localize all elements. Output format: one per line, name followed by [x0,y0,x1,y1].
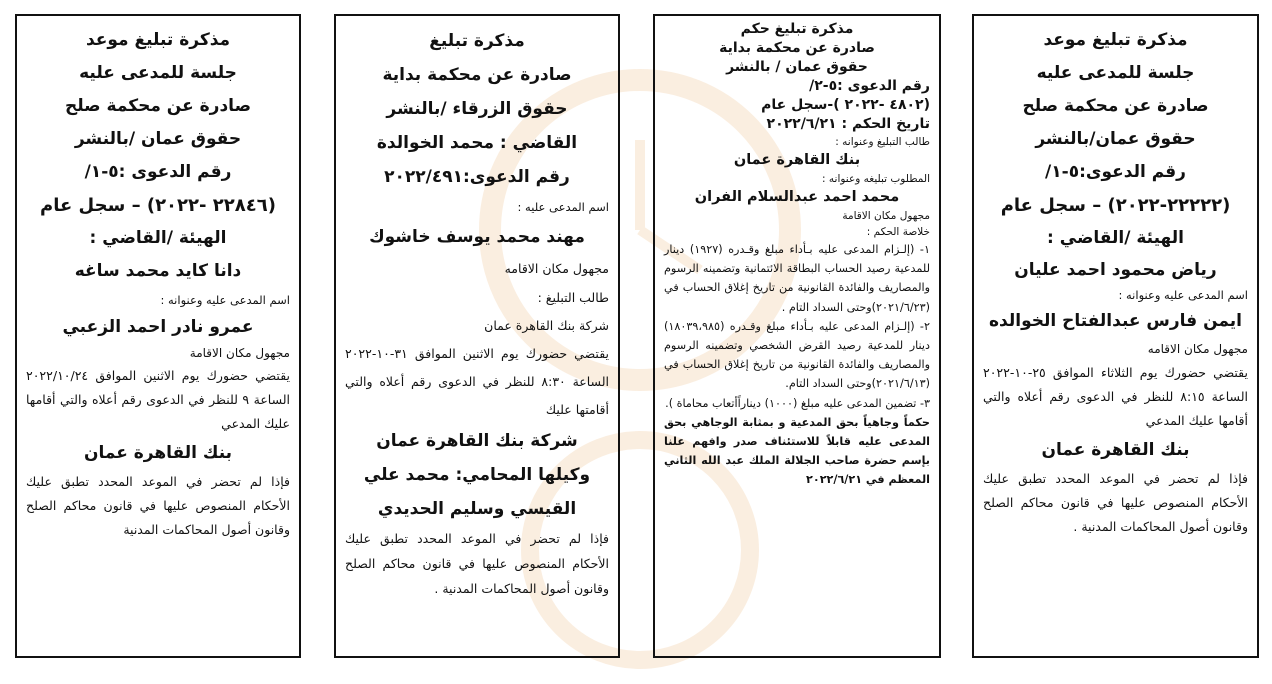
case-number-label: رقم الدعوى :٥-١/ [84,162,232,182]
defendant-label: اسم المدعى عليه وعنوانه : [160,293,290,307]
address: مجهول مكان الاقامة [189,346,290,360]
defendant-label: اسم المدعى عليه وعنوانه : [1118,288,1248,302]
judge-name: رياض محمود احمد عليان [1014,260,1217,280]
summary-label: خلاصة الحكم : [866,226,930,238]
notice-subtitle: جلسة للمدعى عليه [1036,63,1195,83]
notice-judgment [653,14,941,658]
required-name: محمد احمد عبدالسلام الفران [694,189,900,205]
issuing-court: صادرة عن محكمة بداية [719,40,875,56]
hearing-text: يقتضي حضورك يوم الاثنين الموافق ٢٠٢٢/١٠/٢٤ الساعة ٩ للنظر في الدعوى رقم أعلاه والتي أقامها عليك المدعي [26,368,291,431]
plaintiff-company: شركة بنك القاهرة عمان [376,431,578,451]
court-location: حقوق الزرقاء /بالنشر [386,99,568,119]
judgment-item-1: ١- (إلـزام المدعى عليه بـأداء مبلغ وقـدره (١٩٢٧) دينار للمدعية رصيد الحساب البطاقة الائتمانية وتضمينه الرسوم والمصاريف والفائدة القانونية من تاريخ إغلاق الحساب في (٢٠٢١/٦/٢٣)وحتى السداد التام . [664,243,930,314]
verdict-text: حكماً وجاهياً بحق المدعية و بمثابة الوجاهي بحق المدعى عليه قابلاً للاستئناف صدر وافهم علنا بإسم حضرة صاحب الجلالة الملك عبد الله الثاني المعظم في ٢٠٢٢/٦/٢١ [664,415,930,487]
case-number-label: رقم الدعوى :٥-٢/ [809,78,930,94]
address: مجهول مكان الاقامه [1147,342,1248,356]
judgment-item-2: ٢- (إلـزام المدعى عليه بـأداء مبلغ وقـدره (١٨٠٣٩،٩٨٥) دينار للمدعية رصيد القرض الشخصي وتضمينه الرسوم والمصاريف والفائدة القانونية من تاريخ إغلاق الحساب في (٢٠٢١/٦/١٣)وحتى السداد التام. [664,319,930,391]
court-location: حقوق عمان/بالنشر [1035,129,1196,149]
defendant-name: مهند محمد يوسف خاشوك [369,227,585,247]
plaintiff-name: بنك القاهرة عمان [83,443,233,463]
case-number: (٢٢٢٢٢-٢٠٢٢) – سجل عام [1000,195,1231,216]
address: مجهول مكان الاقامه [504,261,609,276]
issuing-court: صادرة عن محكمة صلح [64,96,251,116]
requester-name: شركة بنك القاهرة عمان [484,318,609,333]
defendant-name: عمرو نادر احمد الزعبي [62,317,254,337]
requester-name: بنك القاهرة عمان [733,152,861,168]
judgment-item-3: ٣- تضمين المدعى عليه مبلغ (١٠٠٠) ديناراًأتعاب محاماة ). [665,396,930,410]
notice-title: مذكرة تبليغ [429,31,525,51]
notice-hearing-3 [15,14,301,658]
plaintiff-lawyer: وكيلها المحامي: محمد علي [363,465,591,485]
warning-text: فإذا لم تحضر في الموعد المحدد تطبق عليك الأحكام المنصوص عليها في قانون محاكم الصلح وقانون أصول المحاكمات المدنية . [345,531,609,596]
judge-label: الهيئة /القاضي : [89,228,227,248]
requester-label: طالب التبليغ وعنوانه : [835,136,930,148]
judge-line: القاضي : محمد الخوالدة [376,133,578,153]
required-label: المطلوب تبليغه وعنوانه : [822,173,930,185]
defendant-name: ايمن فارس عبدالفتاح الخوالده [989,311,1242,331]
case-number: (٤٨٠٢ -٢٠٢٢ )-سجل عام [761,97,930,113]
notice-title: مذكرة تبليغ حكم [740,21,854,37]
issuing-court: صادرة عن محكمة صلح [1022,96,1209,116]
court-location: حقوق عمان / بالنشر [726,59,868,75]
hearing-text: يقتضي حضورك يوم الثلاثاء الموافق ٢٥-١٠-٢٠٢٢ الساعة ٨:١٥ للنظر في الدعوى رقم أعلاه والتي أقامها عليك المدعي [983,365,1248,428]
notice-title: مذكرة تبليغ موعد [1043,30,1188,50]
case-number-label: رقم الدعوى:٥-١/ [1045,162,1186,182]
warning-text: فإذا لم تحضر في الموعد المحدد تطبق عليك الأحكام المنصوص عليها في قانون محاكم الصلح وقانون أصول المحاكمات المدنية . [983,471,1248,534]
address: مجهول مكان الاقامة [842,210,930,222]
judgment-date: تاريخ الحكم : ٢٠٢٢/٦/٢١ [766,116,930,132]
judge-name: دانا كايد محمد ساغه [74,261,242,281]
notice-hearing-2 [334,14,620,658]
judge-label: الهيئة /القاضي : [1047,228,1184,248]
case-number: رقم الدعوى:٢٠٢٢/٤٩١ [384,167,570,187]
requester-label: طالب التبليغ : [537,290,609,305]
notice-hearing-1 [972,14,1259,658]
plaintiff-name: بنك القاهرة عمان [1041,440,1190,460]
court-location: حقوق عمان /بالنشر [74,129,242,149]
plaintiff-lawyer-names: القيسي وسليم الحديدي [377,499,577,519]
case-number: (٢٢٨٤٦ -٢٠٢٢) – سجل عام [40,195,276,216]
warning-text: فإذا لم تحضر في الموعد المحدد تطبق عليك الأحكام المنصوص عليها في قانون محاكم الصلح وقانون أصول المحاكمات المدنية [26,474,290,537]
defendant-label: اسم المدعى عليه : [517,200,609,214]
notice-title: مذكرة تبليغ موعد [85,30,231,50]
notice-subtitle: جلسة للمدعى عليه [79,63,237,83]
issuing-court: صادرة عن محكمة بداية [382,65,572,85]
hearing-text: يقتضي حضورك يوم الاثنين الموافق ٣١-١٠-٢٠٢٢ الساعة ٨:٣٠ للنظر في الدعوى رقم أعلاه والتي أقامتها عليك [345,346,609,417]
